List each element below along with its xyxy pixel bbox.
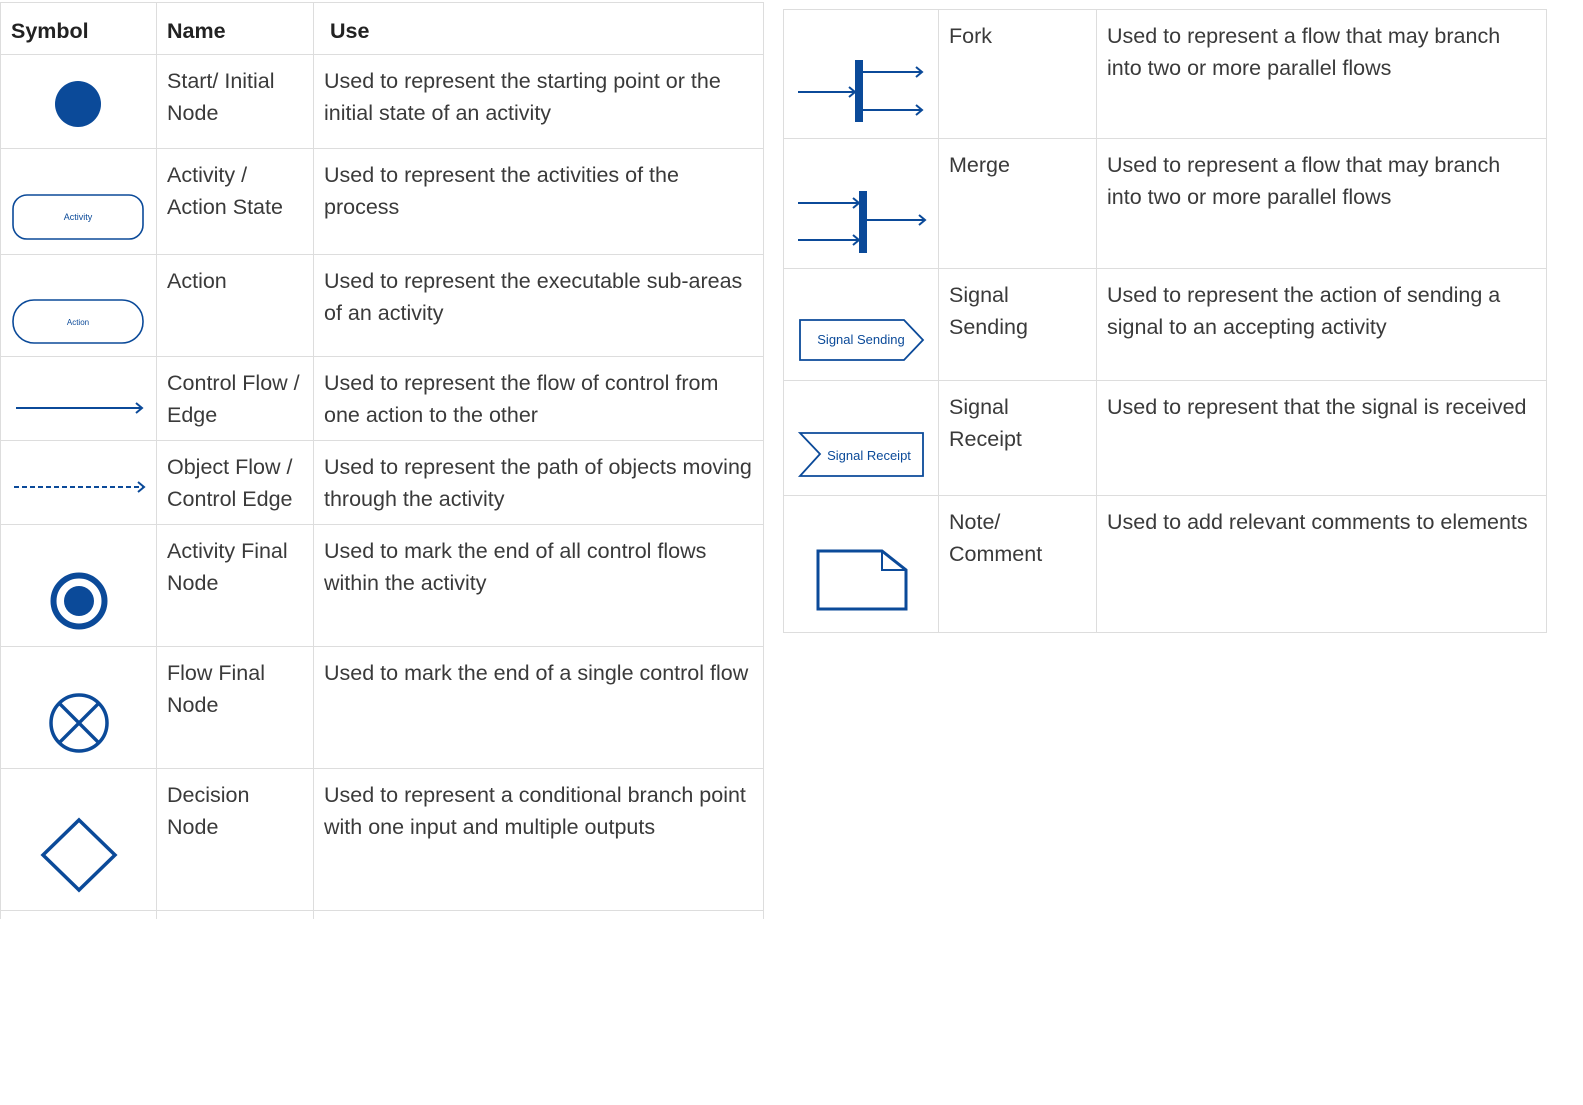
use-cell: Used to represent a conditional branch point with one input and multiple outputs xyxy=(314,769,764,911)
table-row xyxy=(784,139,1547,269)
left-symbol-table xyxy=(0,2,764,919)
table-row xyxy=(784,496,1547,633)
use-cell: Used to represent the flow of control from one action to the other xyxy=(314,357,764,441)
activity-shape-label: Activity xyxy=(63,212,93,222)
table-row xyxy=(1,769,764,911)
symbol-cell xyxy=(784,269,939,381)
header-symbol: Symbol xyxy=(1,3,157,55)
use-cell: Used to represent a flow that may branch into two or more parallel flows xyxy=(1097,139,1547,269)
symbol-cell xyxy=(1,55,157,149)
merge-icon xyxy=(784,139,939,269)
solid-arrow-icon xyxy=(1,357,157,441)
name-cell: Control Flow / Edge xyxy=(157,357,314,441)
action-shape-icon xyxy=(1,255,157,357)
header-row xyxy=(1,3,764,55)
name-cell: Flow Final Node xyxy=(157,647,314,769)
note-icon xyxy=(784,496,939,633)
diamond-icon xyxy=(1,769,157,911)
use-cell: Used to represent the starting point or the initial state of an activity xyxy=(314,55,764,149)
use-cell: Used to represent the path of objects moving through the activity xyxy=(314,441,764,525)
symbol-cell xyxy=(784,10,939,139)
table-row xyxy=(1,525,764,647)
table-row xyxy=(784,269,1547,381)
header-name: Name xyxy=(157,3,314,55)
symbol-cell xyxy=(1,441,157,525)
table-row xyxy=(784,10,1547,139)
name-cell: Merge xyxy=(939,139,1097,269)
use-cell: Used to represent that the signal is received xyxy=(1097,381,1547,496)
symbol-cell xyxy=(1,149,157,255)
name-cell: Fork xyxy=(939,10,1097,139)
name-cell: Activity Final Node xyxy=(157,525,314,647)
table-row xyxy=(1,149,764,255)
signal-sending-label: Signal Sending xyxy=(817,332,905,347)
signal-sending-icon xyxy=(784,269,939,381)
bullseye-icon xyxy=(1,525,157,647)
name-cell: Note/ Comment xyxy=(939,496,1097,633)
table-row-stub xyxy=(1,911,764,920)
use-cell: Used to represent a flow that may branch into two or more parallel flows xyxy=(1097,10,1547,139)
symbol-cell xyxy=(784,496,939,633)
table-row xyxy=(784,381,1547,496)
signal-receipt-icon xyxy=(784,381,939,496)
symbol-cell xyxy=(1,525,157,647)
symbol-cell xyxy=(784,139,939,269)
table-row xyxy=(1,441,764,525)
use-cell: Used to represent the action of sending a signal to an accepting activity xyxy=(1097,269,1547,381)
fork-icon xyxy=(784,10,939,139)
name-cell: Action xyxy=(157,255,314,357)
signal-receipt-label: Signal Receipt xyxy=(827,448,911,463)
name-cell: Object Flow / Control Edge xyxy=(157,441,314,525)
activity-shape-icon xyxy=(1,149,157,255)
action-shape-label: Action xyxy=(66,318,90,327)
table-row xyxy=(1,255,764,357)
filled-circle-icon xyxy=(1,55,157,149)
symbol-cell xyxy=(784,381,939,496)
use-cell: Used to mark the end of all control flows within the activity xyxy=(314,525,764,647)
use-cell: Used to mark the end of a single control flow xyxy=(314,647,764,769)
circle-x-icon xyxy=(1,647,157,769)
symbol-cell xyxy=(1,357,157,441)
dashed-arrow-icon xyxy=(1,441,157,525)
use-cell: Used to represent the activities of the process xyxy=(314,149,764,255)
use-cell: Used to add relevant comments to elements xyxy=(1097,496,1547,633)
name-cell: Signal Receipt xyxy=(939,381,1097,496)
name-cell: Signal Sending xyxy=(939,269,1097,381)
header-use: Use xyxy=(314,3,764,55)
name-cell: Activity / Action State xyxy=(157,149,314,255)
symbol-cell xyxy=(1,769,157,911)
right-symbol-table xyxy=(783,9,1547,633)
table-row xyxy=(1,357,764,441)
table-row xyxy=(1,647,764,769)
symbol-cell xyxy=(1,647,157,769)
use-cell: Used to represent the executable sub-areas of an activity xyxy=(314,255,764,357)
name-cell: Decision Node xyxy=(157,769,314,911)
symbol-cell xyxy=(1,255,157,357)
table-row xyxy=(1,55,764,149)
name-cell: Start/ Initial Node xyxy=(157,55,314,149)
